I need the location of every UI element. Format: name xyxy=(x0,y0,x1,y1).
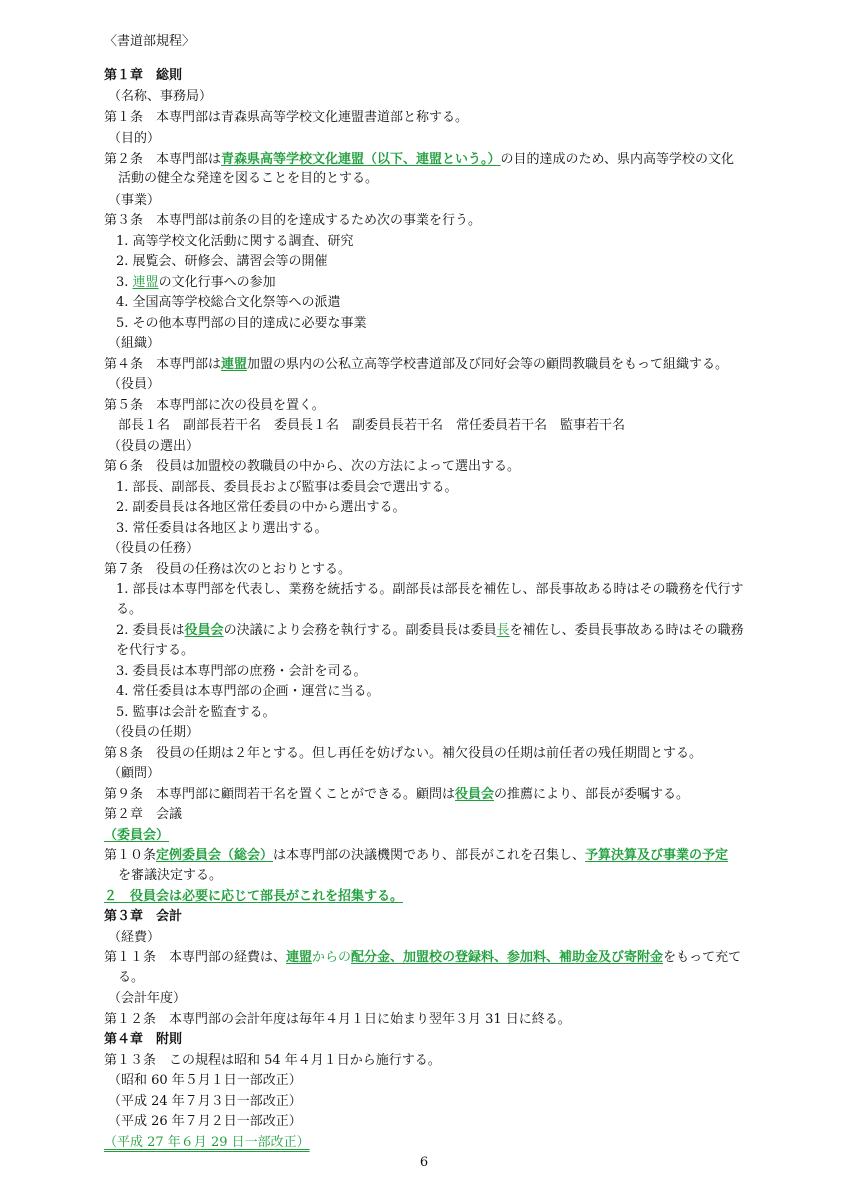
article-6-item-1: 1. 部長、副部長、委員長および監事は委員会で選出する。 xyxy=(116,480,458,495)
article-7-item-2-continued: を代行する。 xyxy=(116,643,195,658)
heading-election: （役員の選出） xyxy=(108,439,200,454)
article-3-item-5: 5. その他本専門部の目的達成に必要な事業 xyxy=(116,316,367,331)
chapter-4-heading: 第４章 附則 xyxy=(104,1032,183,1047)
article-11-continued: る。 xyxy=(118,970,145,985)
article-10-text: は本専門部の決議機関であり、部長がこれを召集し、 xyxy=(273,848,586,863)
article-10-clause-2: ２ 役員会は必要に応じて部長がこれを招集する。 xyxy=(104,889,404,904)
item-text-end: を補佐し、委員長事故ある時はその職務 xyxy=(509,623,744,638)
article-2-text: 第２条 本専門部は xyxy=(104,152,222,167)
heading-purpose: （目的） xyxy=(108,131,161,146)
page-number: 6 xyxy=(419,1155,429,1170)
article-7-amendment: 役員会 xyxy=(184,623,224,638)
chapter-3-heading: 第３章 会計 xyxy=(104,909,183,924)
item-text-mid: の決議により会務を執行する。副委員長は委員 xyxy=(223,623,497,638)
article-4-text-end: 加盟の県内の公私立高等学校書道部及び同好会等の顧問教職員をもって組織する。 xyxy=(247,357,729,372)
article-4 xyxy=(104,355,728,374)
article-7-item-4: 4. 常任委員は本専門部の企画・運営に当る。 xyxy=(116,684,380,699)
heading-committee: （委員会） xyxy=(104,828,170,843)
chapter-1-heading: 第１章 総則 xyxy=(104,68,183,83)
article-7-item-1-continued: る。 xyxy=(116,602,143,617)
article-1: 第１条 本専門部は青森県高等学校文化連盟書道部と称する。 xyxy=(104,110,469,125)
article-3-item-2: 2. 展覧会、研修会、講習会等の開催 xyxy=(116,254,328,269)
article-10-continued: を審議決定する。 xyxy=(118,868,223,883)
heading-name: （名称、事務局） xyxy=(108,89,213,104)
article-11 xyxy=(104,948,741,967)
chapter-2-heading: 第２章 会議 xyxy=(104,807,183,822)
article-3-item-1: 1. 高等学校文化活動に関する調査、研究 xyxy=(116,234,354,249)
article-10 xyxy=(104,846,728,865)
article-9-text: 第９条 本専門部に顧問若干名を置くことができる。顧問は xyxy=(104,787,456,802)
article-3: 第３条 本専門部は前条の目的を達成するため次の事業を行う。 xyxy=(104,213,482,228)
article-11-amendment: 連盟 xyxy=(286,950,313,965)
article-11-amendment-2: 配分金、加盟校の登録料、参加料、補助金及び寄附金 xyxy=(351,950,664,965)
article-5-officer-list: 部長１名 副部長若干名 委員長１名 副委員長若干名 常任委員若干名 監事若干名 xyxy=(118,418,626,433)
article-7-item-3: 3. 委員長は本専門部の庶務・会計を司る。 xyxy=(116,664,367,679)
article-3-item-4: 4. 全国高等学校総合文化祭等への派遣 xyxy=(116,295,341,310)
article-7-amendment-2: 長 xyxy=(496,623,510,638)
article-2-continued: 活動の健全な発達を図ることを目的とする。 xyxy=(118,171,379,186)
article-9-text-end: の推薦により、部長が委嘱する。 xyxy=(494,787,690,802)
article-12: 第１２条 本専門部の会計年度は毎年４月１日に始まり翌年３月 31 日に終る。 xyxy=(104,1012,571,1027)
article-3-item-3 xyxy=(116,273,276,292)
item-text: の文化行事への参加 xyxy=(158,275,276,290)
article-6-item-3: 3. 常任委員は各地区より選出する。 xyxy=(116,521,328,536)
heading-organization: （組織） xyxy=(108,336,161,351)
article-8: 第８条 役員の任期は２年とする。但し再任を妨げない。補欠役員の任期は前任者の残任期間とする。 xyxy=(104,746,703,761)
heading-term: （役員の任期） xyxy=(108,725,200,740)
article-7: 第７条 役員の任務は次のとおりとする。 xyxy=(104,562,352,577)
item-number: 3. xyxy=(116,275,133,290)
article-4-text: 第４条 本専門部は xyxy=(104,357,222,372)
heading-fiscal-year: （会計年度） xyxy=(108,991,187,1006)
article-7-item-5: 5. 監事は会計を監査する。 xyxy=(116,705,276,720)
heading-business: （事業） xyxy=(108,193,161,208)
article-6: 第６条 役員は加盟校の教職員の中から、次の方法によって選出する。 xyxy=(104,459,521,474)
article-4-amendment: 連盟 xyxy=(221,357,248,372)
article-10-number: 第１０条 xyxy=(104,848,157,863)
article-2-amendment: 青森県高等学校文化連盟（以下、連盟という。） xyxy=(221,152,501,167)
article-2 xyxy=(104,150,734,169)
article-11-text: 第１１条 本専門部の経費は、 xyxy=(104,950,287,965)
document-title: 〈書道部規程〉 xyxy=(104,34,196,49)
revision-3: （平成 26 年７月２日一部改正） xyxy=(108,1114,302,1129)
revision-2: （平成 24 年７月３日一部改正） xyxy=(108,1094,302,1109)
revision-4: （平成 27 年６月 29 日一部改正） xyxy=(104,1135,310,1150)
article-3-amendment: 連盟 xyxy=(132,275,159,290)
article-7-item-2 xyxy=(116,621,744,640)
article-9 xyxy=(104,785,689,804)
heading-expense: （経費） xyxy=(108,930,161,945)
item-text: 2. 委員長は xyxy=(116,623,185,638)
article-7-item-1: 1. 部長は本専門部を代表し、業務を統括する。副部長は部長を補佐し、部長事故ある時はその職務を代行す xyxy=(116,582,744,597)
article-10-amendment-2: 予算決算及び事業の予定 xyxy=(585,848,729,863)
article-13: 第１３条 この規程は昭和 54 年４月１日から施行する。 xyxy=(104,1053,441,1068)
revision-1: （昭和 60 年５月１日一部改正） xyxy=(108,1073,302,1088)
article-11-text-end: をもって充て xyxy=(663,950,742,965)
article-2-text-end: の目的達成のため、県内高等学校の文化 xyxy=(500,152,735,167)
article-10-amendment: 定例委員会（総会） xyxy=(156,848,274,863)
heading-advisor: （顧問） xyxy=(108,766,161,781)
article-5: 第５条 本専門部に次の役員を置く。 xyxy=(104,398,325,413)
heading-duties: （役員の任務） xyxy=(108,541,200,556)
article-9-amendment: 役員会 xyxy=(455,787,495,802)
article-11-amendment-particle: からの xyxy=(312,950,352,965)
heading-officers: （役員） xyxy=(108,377,161,392)
article-6-item-2: 2. 副委員長は各地区常任委員の中から選出する。 xyxy=(116,500,406,515)
